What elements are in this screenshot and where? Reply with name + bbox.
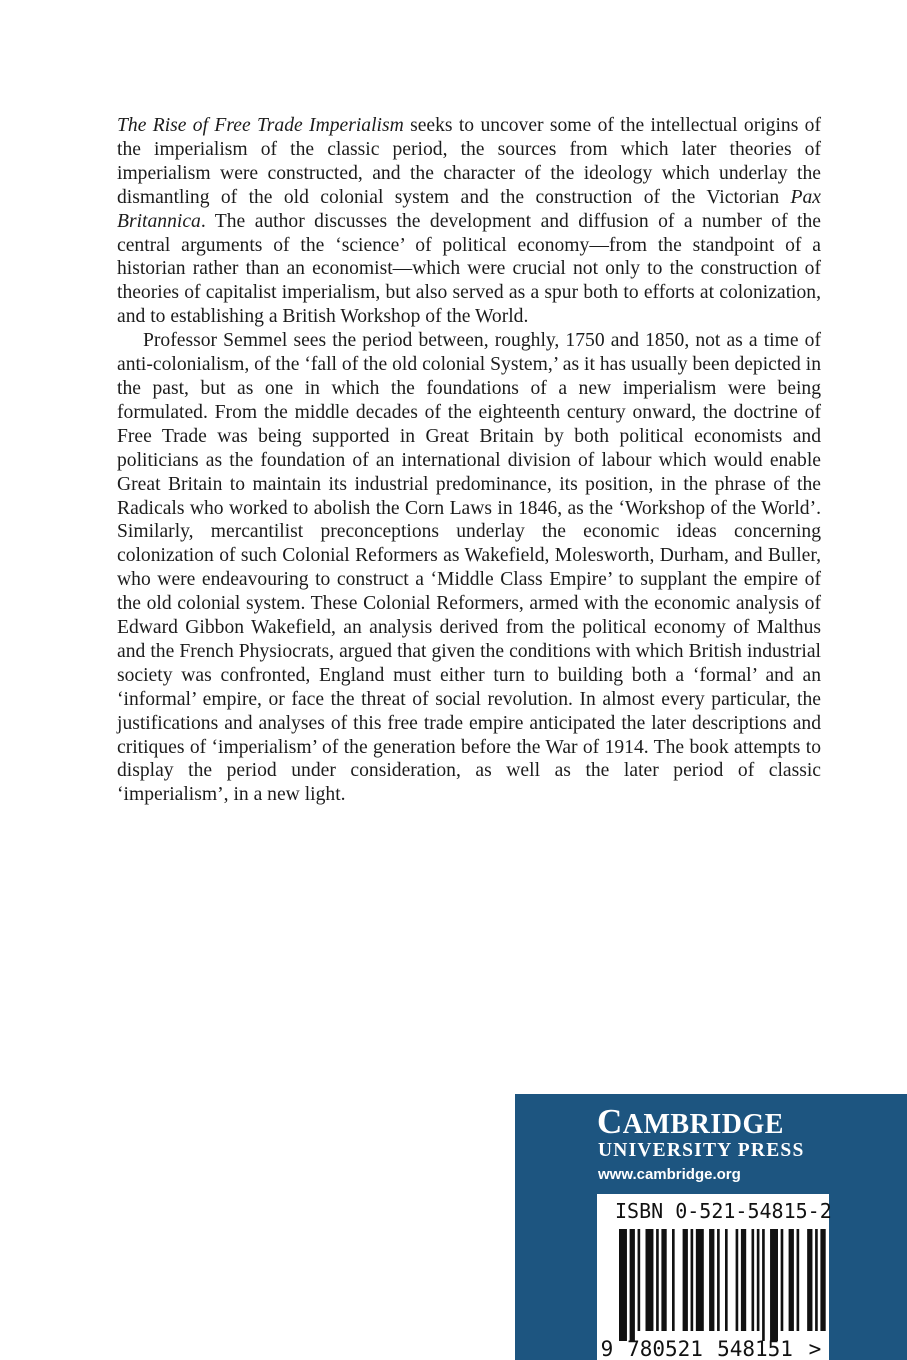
publisher-name	[597, 1102, 784, 1142]
barcode-bar	[709, 1229, 714, 1331]
barcode-bar	[770, 1229, 778, 1341]
barcode-bar	[619, 1229, 627, 1341]
barcode-bar	[752, 1229, 755, 1331]
barcode-bar	[656, 1229, 659, 1331]
ean-left-digits: 780521	[627, 1337, 703, 1360]
barcode-bar	[815, 1229, 818, 1331]
barcode-bar	[725, 1229, 728, 1331]
barcode-bar	[672, 1229, 675, 1331]
barcode-bar	[691, 1229, 694, 1331]
barcode-bar	[717, 1229, 720, 1331]
publisher-url[interactable]: www.cambridge.org	[598, 1166, 741, 1183]
blurb-text: seeks to uncover some of the intellectual origins of the imperialism of the classic period, the sources from which later theories of imperialism were constructed, and the character of the ideology which underlay the dismantling of the old colonial system and the construction of the Victorian	[117, 115, 821, 208]
publisher-name-rest: AMBRIDGE	[622, 1109, 784, 1140]
barcode-bar	[781, 1229, 784, 1331]
barcode-bar	[646, 1229, 654, 1331]
barcode-graphic	[597, 1227, 829, 1360]
barcode-bar	[762, 1229, 765, 1341]
barcode-bars	[619, 1229, 829, 1341]
barcode-bar	[683, 1229, 688, 1331]
publisher-name-initial: C	[597, 1102, 623, 1141]
barcode-bar	[638, 1229, 641, 1331]
ean-quiet-mark: >	[808, 1337, 822, 1360]
barcode-bar	[696, 1229, 704, 1331]
barcode-bar	[789, 1229, 794, 1331]
barcode-bar	[820, 1229, 825, 1331]
isbn-number: ISBN 0-521-54815-2	[615, 1199, 832, 1223]
ean-right-digits: 548151	[717, 1337, 793, 1360]
barcode-bar	[757, 1229, 760, 1331]
barcode-bar	[661, 1229, 666, 1331]
blurb-text: . The author discusses the development and diffusion of a number of the central arguments of the ‘science’ of political economy—from the standpoint of a historian rather than an economist—which were crucial not only to the construction of theories of capitalist imperialism, but also served as a spur both to efforts at colonization, and to establishing a British Workshop of the World.	[117, 210, 821, 328]
barcode-bar	[807, 1229, 812, 1331]
book-title: The Rise of Free Trade Imperialism	[117, 115, 404, 136]
blurb-paragraph-1	[117, 114, 821, 329]
publisher-panel	[515, 1094, 907, 1360]
barcode-bar	[736, 1229, 739, 1331]
barcode-bar	[741, 1229, 746, 1331]
pax-britannica: Pax Britannica	[117, 186, 821, 232]
back-cover-blurb	[117, 114, 821, 807]
barcode-bar	[797, 1229, 800, 1331]
isbn-barcode-box	[597, 1194, 832, 1360]
blurb-paragraph-2: Professor Semmel sees the period between, roughly, 1750 and 1850, not as a time of anti-colonialism, of the ‘fall of the old colonial System,’ as it has usually been depicted in the past, but as one in which the foundations of a new imperialism were being formulated. From the middle decades of the eighteenth century onward, the doctrine of Free Trade was being supported in Great Britain by both political economists and politicians as the foundation of an international division of labour which would enable Great Britain to maintain its industrial predominance, its position, in the phrase of the Radicals who worked to abolish the Corn Laws in 1846, as the ‘Workshop of the World’. Similarly, mercantilist preconceptions underlay the economic ideas concerning colonization of such Colonial Reformers as Wakefield, Molesworth, Durham, and Buller, who were endeavouring to construct a ‘Middle Class Empire’ to supplant the empire of the old colonial system. These Colonial Reformers, armed with the economic analysis of Edward Gibbon Wakefield, an analysis derived from the political economy of Malthus and the French Physiocrats, argued that given the conditions with which British industrial society was confronted, England must either turn to building both a ‘formal’ and an ‘informal’ empire, or face the threat of social revolution. In almost every particular, the justifications and analyses of this free trade empire anticipated the later descriptions and critiques of ‘imperialism’ of the generation before the War of 1914. The book attempts to display the period under consideration, as well as the later period of classic ‘imperialism’, in a new light.	[117, 330, 821, 806]
ean-lead-digit: 9	[600, 1337, 614, 1360]
barcode-bar	[630, 1229, 635, 1341]
publisher-subtitle: UNIVERSITY PRESS	[598, 1140, 805, 1161]
